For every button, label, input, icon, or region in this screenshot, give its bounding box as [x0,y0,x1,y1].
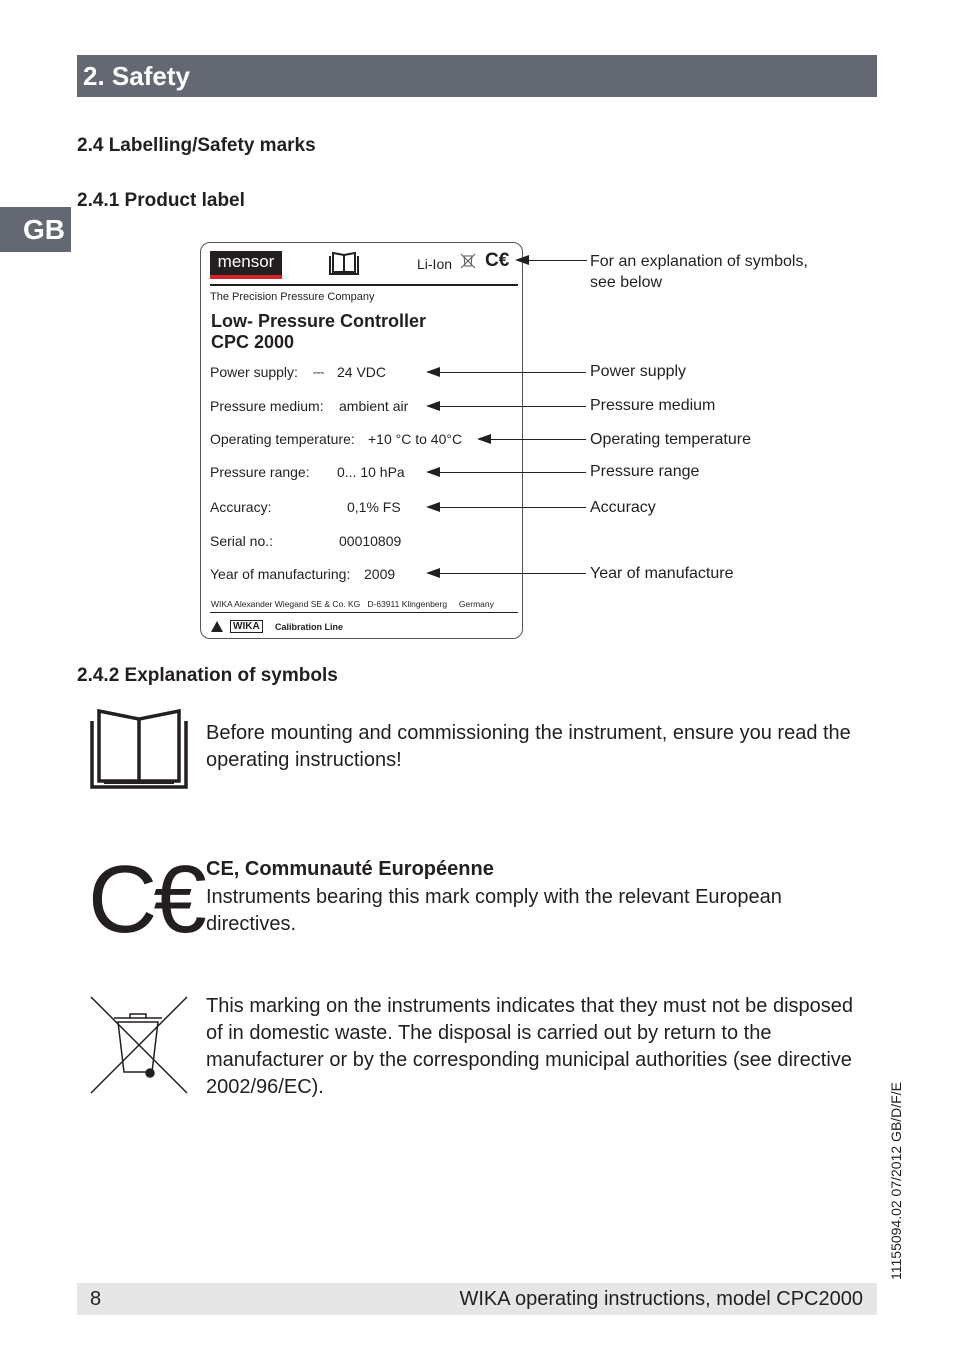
operating-temp-value: +10 °C to 40°C [368,431,463,447]
mensor-logo: mensor [210,251,282,279]
weee-small-icon [460,253,476,269]
wika-logo: WIKA [230,620,263,633]
pressure-range-label: Pressure range: [210,464,310,480]
product-label-title: 2.4.1 Product label [77,190,245,211]
divider [210,612,518,613]
product-name [211,311,426,353]
page-number: 8 [90,1288,102,1310]
pressure-medium-annotation: Pressure medium [590,397,716,414]
divider [210,284,518,286]
power-supply-value: 24 VDC [337,364,387,380]
accuracy-label: Accuracy: [210,499,272,515]
footer-text: WIKA operating instructions, model CPC2000 [459,1288,863,1310]
year-value: 2009 [364,566,396,582]
arrow [428,472,586,473]
manual-text: Before mounting and commissioning the instrument, ensure you read the operating instructions! [206,722,851,771]
page-title: 2. Safety [77,55,877,97]
weee-icon [90,996,188,1094]
manufacturer-line: WIKA Alexander Wiegand SE & Co. KG D-63911 Klingenberg Germany [211,599,494,609]
dc-symbol: ⎓ [313,364,325,380]
mensor-triangle-icon [211,621,223,632]
accuracy-annotation: Accuracy [590,499,656,516]
weee-text: This marking on the instruments indicates that they must not be disposed of in domestic waste. The disposal is carried out by return to the manufacturer or by the corresponding municipal authorities (see directive 2002/96/EC). [206,995,854,1098]
arrow [479,439,586,440]
footer [77,1283,877,1315]
arrow [428,507,586,508]
manual-icon [328,250,360,276]
serial-label: Serial no.: [210,533,274,549]
operating-temp-label: Operating temperature: [210,431,355,447]
calibration-line: Calibration Line [275,622,344,632]
manual-icon-large [90,705,188,789]
li-ion-text: Li-Ion [417,256,453,272]
arrow [517,260,587,261]
ce-small-icon: C€ [485,250,510,271]
year-label: Year of manufacturing: [210,566,351,582]
product-line-2: CPC 2000 [211,332,295,352]
ce-icon: C€ [88,846,203,953]
arrow [428,573,586,574]
accuracy-value: 0,1% FS [347,499,401,515]
power-supply-annotation: Power supply [590,363,687,380]
ce-text: Instruments bearing this mark comply with the relevant European directives. [206,886,782,935]
operating-temp-annotation: Operating temperature [590,431,751,448]
company-tagline: The Precision Pressure Company [210,291,375,303]
year-annotation: Year of manufacture [590,565,734,582]
pressure-medium-value: ambient air [339,398,409,414]
serial-value: 00010809 [339,533,402,549]
document-number: 11155094.02 07/2012 GB/D/F/E [888,1082,904,1280]
section-title: 2.4 Labelling/Safety marks [77,135,316,156]
product-line-1: Low- Pressure Controller [211,311,427,331]
power-supply-label: Power supply: [210,364,298,380]
pressure-range-value: 0... 10 hPa [337,464,405,480]
symbols-annotation: For an explanation of symbols, see below [590,253,808,291]
pressure-medium-label: Pressure medium: [210,398,324,414]
arrow [428,406,586,407]
arrow [428,372,586,373]
pressure-range-annotation: Pressure range [590,463,700,480]
ce-title: CE, Communauté Européenne [206,858,494,880]
symbols-title: 2.4.2 Explanation of symbols [77,665,338,686]
language-tab: GB [0,207,71,252]
